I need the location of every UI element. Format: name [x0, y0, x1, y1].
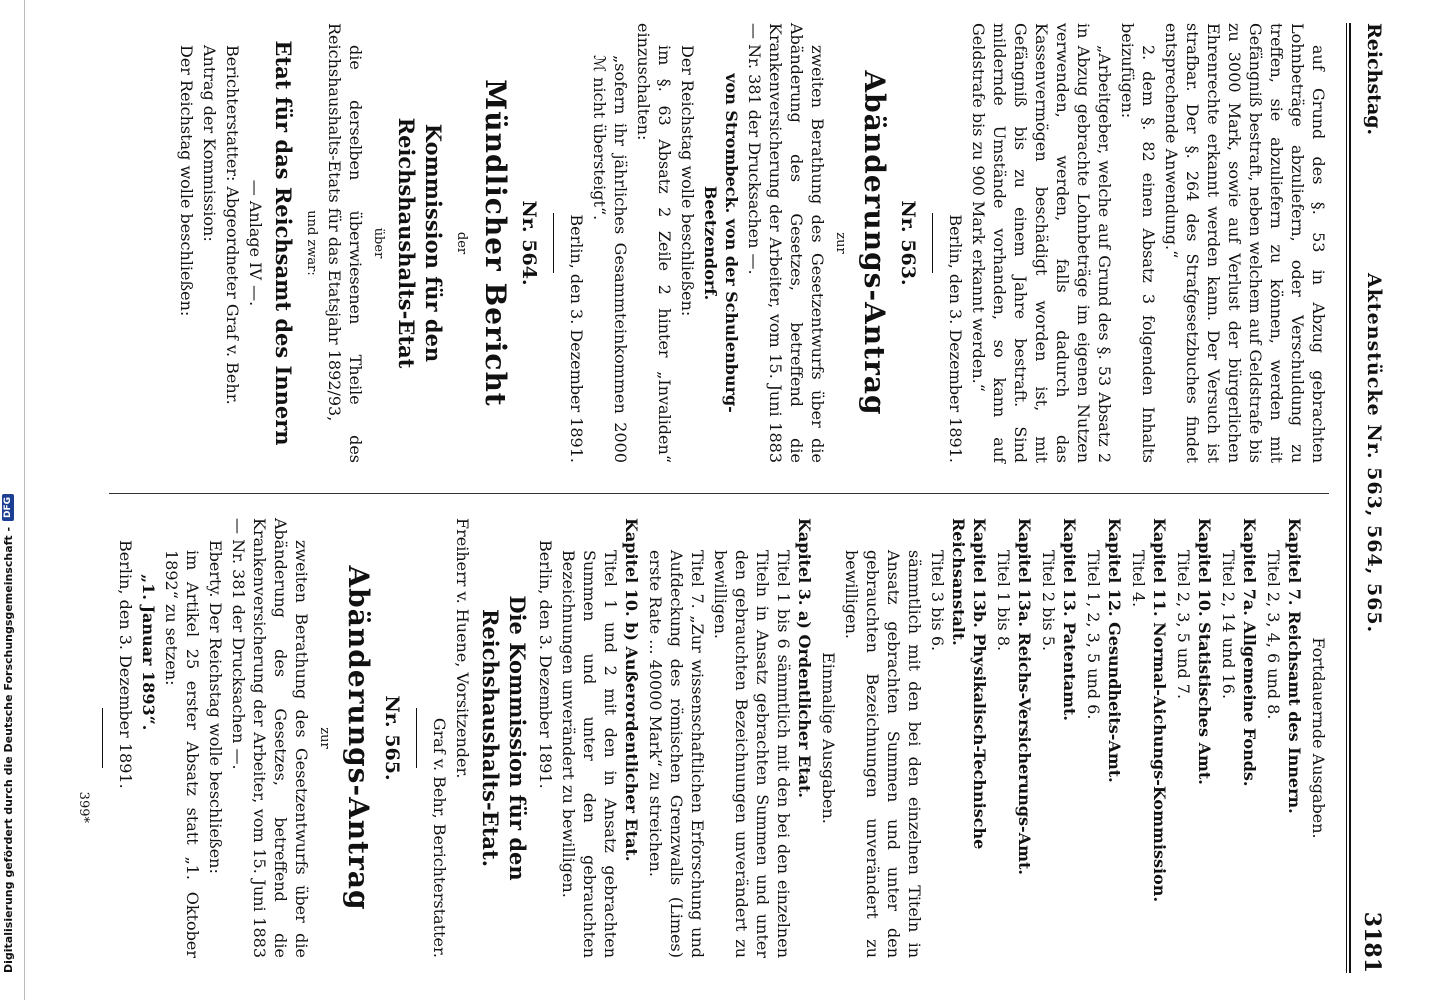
- connector-text: zur: [317, 727, 332, 749]
- paragraph: Der Reichstag wolle beschließen:: [678, 45, 697, 317]
- paragraph: Eberty. Der Reichstag wolle beschließen:: [206, 540, 225, 874]
- section-divider: [553, 213, 554, 273]
- connector-text: und zwar:: [304, 210, 319, 276]
- document-title: Abänderungs-Antrag: [858, 70, 891, 416]
- title-list: Titel 1 bis 8.: [994, 550, 1013, 652]
- header-title: Aktenstücke Nr. 563, 564, 565.: [1363, 273, 1385, 634]
- document-number: Nr. 565.: [381, 695, 403, 781]
- date-line: Berlin, den 3. Dezember 1891.: [567, 214, 586, 463]
- title-list: Titel 1, 2, 3, 5 und 6.: [1084, 550, 1103, 720]
- date-line: Berlin, den 3. Dezember 1891.: [536, 540, 555, 789]
- section-heading: Fortdauernde Ausgaben.: [1309, 637, 1328, 839]
- section-divider: [932, 213, 933, 273]
- title-list: Titel 2, 3, 5 und 7.: [1174, 550, 1193, 700]
- credit-text: Digitalisierung gefördert durch die Deutsche Forschungsgemeinschaft -: [1, 526, 15, 973]
- chapter-entry: [794, 518, 815, 958]
- connector-text: zur: [833, 232, 848, 254]
- chapter-label: Kapitel 10. b) Außerordentlicher Etat.: [622, 518, 641, 862]
- header-rule: [1349, 23, 1351, 973]
- document-number: Nr. 563.: [897, 200, 919, 286]
- column-right: [90, 518, 1329, 958]
- paragraph: zweiten Berathung des Gesetzentwurfs über die Abänderung des Gesetzes, betreffend die Krankenversicherung der Arbeiter, vom 15. Juni 1883 — Nr. 381 der Drucksachen —.: [745, 23, 827, 463]
- header-left: Reichstag.: [1363, 23, 1385, 136]
- date-line: Berlin, den 3. Dezember 1891.: [946, 214, 965, 463]
- paragraph: Antrag der Kommission:: [200, 45, 219, 242]
- document-number: Nr. 564.: [518, 200, 540, 286]
- section-divider: [416, 708, 417, 768]
- chapter-label: Kapitel 3. a) Ordentlicher Etat.: [795, 518, 814, 798]
- title-list: Titel 2, 3, 4, 6 und 8.: [1264, 550, 1283, 720]
- paragraph: Berichterstatter: Abgeordneter Graf v. Behr.: [223, 45, 242, 405]
- section-heading: Einmalige Ausgaben.: [819, 652, 838, 824]
- column-left: [174, 23, 1329, 463]
- chapter-label: Kapitel 13a. Reichs-Versicherungs-Amt.: [1015, 518, 1034, 875]
- page-header: [1353, 23, 1391, 973]
- connector-text: der: [454, 231, 469, 255]
- date-line: Berlin, den 3. Dezember 1891.: [116, 540, 135, 789]
- chapter-entry: [621, 518, 642, 958]
- paragraph: im §. 63 Absatz 2 Zeile 2 hinter „Invaliden“ einzuschalten:: [634, 23, 674, 463]
- header-rule-thin: [1346, 23, 1347, 973]
- paragraph: Der Reichstag wolle beschließen:: [177, 45, 196, 317]
- chapter-label: Kapitel 7a. Allgemeine Fonds.: [1240, 518, 1259, 787]
- signature-right: Graf v. Behr, Berichterstatter.: [430, 717, 449, 958]
- paragraph: im Artikel 25 erster Absatz statt „1. Oktober 1892“ zu setzen:: [162, 550, 202, 958]
- scanned-page: [61, 23, 1391, 973]
- annex-label: — Anlage IV —.: [246, 179, 265, 307]
- paragraph: 2. dem §. 82 einen Absatz 3 folgenden Inhalts beizufügen:: [1118, 23, 1158, 463]
- paragraph: zweiten Berathung des Gesetzentwurfs über die Abänderung des Gesetzes, betreffend die Krankenversicherung der Arbeiter, vom 15. Juni 1883 — Nr. 381 der Drucksachen —.: [229, 518, 311, 958]
- folio-number: 399*: [76, 791, 91, 823]
- chapter-entry: [1149, 518, 1170, 958]
- quote: „sofern ihr jährliches Gesammteinkommen 2000 ℳ nicht übersteigt“.: [590, 55, 630, 463]
- chapter-entry: [1239, 518, 1260, 958]
- title-list: Titel 1 bis 6 sämmtlich mit den bei den einzelnen Titeln in Ansatz gebrachten Summen und unter den gebrauchten Bezeichnungen unverändert zu bewilligen.: [711, 550, 793, 958]
- title-list: Titel 7. „Zur wissenschaftlichen Erforschung und Aufdeckung des römischen Grenzwalls (Limes) erste Rate ... 40000 Mark“ zu streichen.: [646, 550, 707, 958]
- chapter-entry: [1014, 518, 1035, 958]
- title-list: Titel 3 bis 6.: [928, 550, 947, 652]
- chapter-entry: [1059, 518, 1080, 958]
- dfg-logo: DFG: [2, 494, 14, 521]
- commission-title: Die Kommission für den Reichshaushalts-Etat.: [478, 595, 530, 881]
- section-divider: [102, 708, 103, 768]
- document-title: Mündlicher Bericht: [479, 79, 512, 407]
- left-border-rule: [24, 0, 25, 1000]
- page-number: 3181: [1359, 911, 1385, 973]
- chapter-entry: [1194, 518, 1215, 958]
- title-list: Titel 2, 14 und 16.: [1219, 550, 1238, 700]
- document-title: Abänderungs-Antrag: [342, 565, 375, 911]
- chapter-label: Kapitel 10. Statistisches Amt.: [1195, 518, 1214, 785]
- digitization-credit: [0, 13, 17, 973]
- connector-text: über: [371, 227, 386, 259]
- chapter-label: Kapitel 13. Patentamt.: [1060, 518, 1079, 721]
- chapter-label: Kapitel 7. Reichsamt des Innern.: [1285, 518, 1304, 814]
- chapter-label: Kapitel 13b. Physikalisch-Technische Reichsanstalt.: [949, 518, 989, 850]
- paragraph: die derselben überwiesenen Theile des Reichshaushalts-Etats für das Etatsjahr 1892/93,: [325, 23, 365, 463]
- signature-left: Freiherr v. Huene, Vorsitzender.: [453, 518, 472, 779]
- paragraph: auf Grund des §. 53 in Abzug gebrachten Lohnbeträge abzuliefern, oder Verschuldung zu treffen, sie abzuliefern zu können, werden mit Gefängniß bestraft, neben welchem auf Geldstrafe bis zu 3000 Mark, sowie auf Verlust der bürgerlichen Ehrenrechte erkannt werden kann. Der Versuch ist strafbar. Der §. 264 des Strafgesetzbuches findet entsprechende Anwendung.“: [1162, 23, 1328, 463]
- title-list: Titel 1 und 2 mit den in Ansatz gebrachten Summen und unter den gebrauchten Bezeichnungen unverändert zu bewilligen.: [559, 550, 620, 958]
- chapter-entry: [1284, 518, 1305, 958]
- chapter-entry: [1104, 518, 1125, 958]
- chapter-label: Kapitel 12. Gesundheits-Amt.: [1105, 518, 1124, 783]
- title-list: Titel 4.: [1129, 550, 1148, 608]
- chapter-label: Kapitel 11. Normal-Aichungs-Kommission.: [1150, 518, 1169, 903]
- side-note: sämmtlich mit den bei den einzelnen Titeln in Ansatz gebrachten Summen und unter den gebrauchten Bezeichnungen unverändert zu bewilligen.: [842, 550, 924, 958]
- chapter-entry: [948, 518, 990, 958]
- column-divider: [109, 493, 1329, 494]
- paragraph: „Arbeitgeber, welche auf Grund des §. 53 Absatz 2 in Abzug gebrachte Lohnbeträge im eigenen Nutzen verwenden, werden, falls dadurch das Kassenvermögen beschädigt worden ist, mit Gefängniß bis zu einem Jahre bestraft. Sind mildernde Umstände vorhanden, so kann auf Geldstrafe bis zu 900 Mark erkannt werden.“: [969, 23, 1114, 463]
- commission-title: Kommission für den Reichshaushalts-Etat: [394, 117, 446, 369]
- quote: „1. Januar 1893“.: [139, 574, 158, 731]
- authors: von Strombeck. von der Schulenburg-Beetzendorf.: [701, 73, 741, 413]
- etat-title: Etat für das Reichsamt des Innern: [271, 40, 296, 446]
- title-list: Titel 2 bis 5.: [1039, 550, 1058, 652]
